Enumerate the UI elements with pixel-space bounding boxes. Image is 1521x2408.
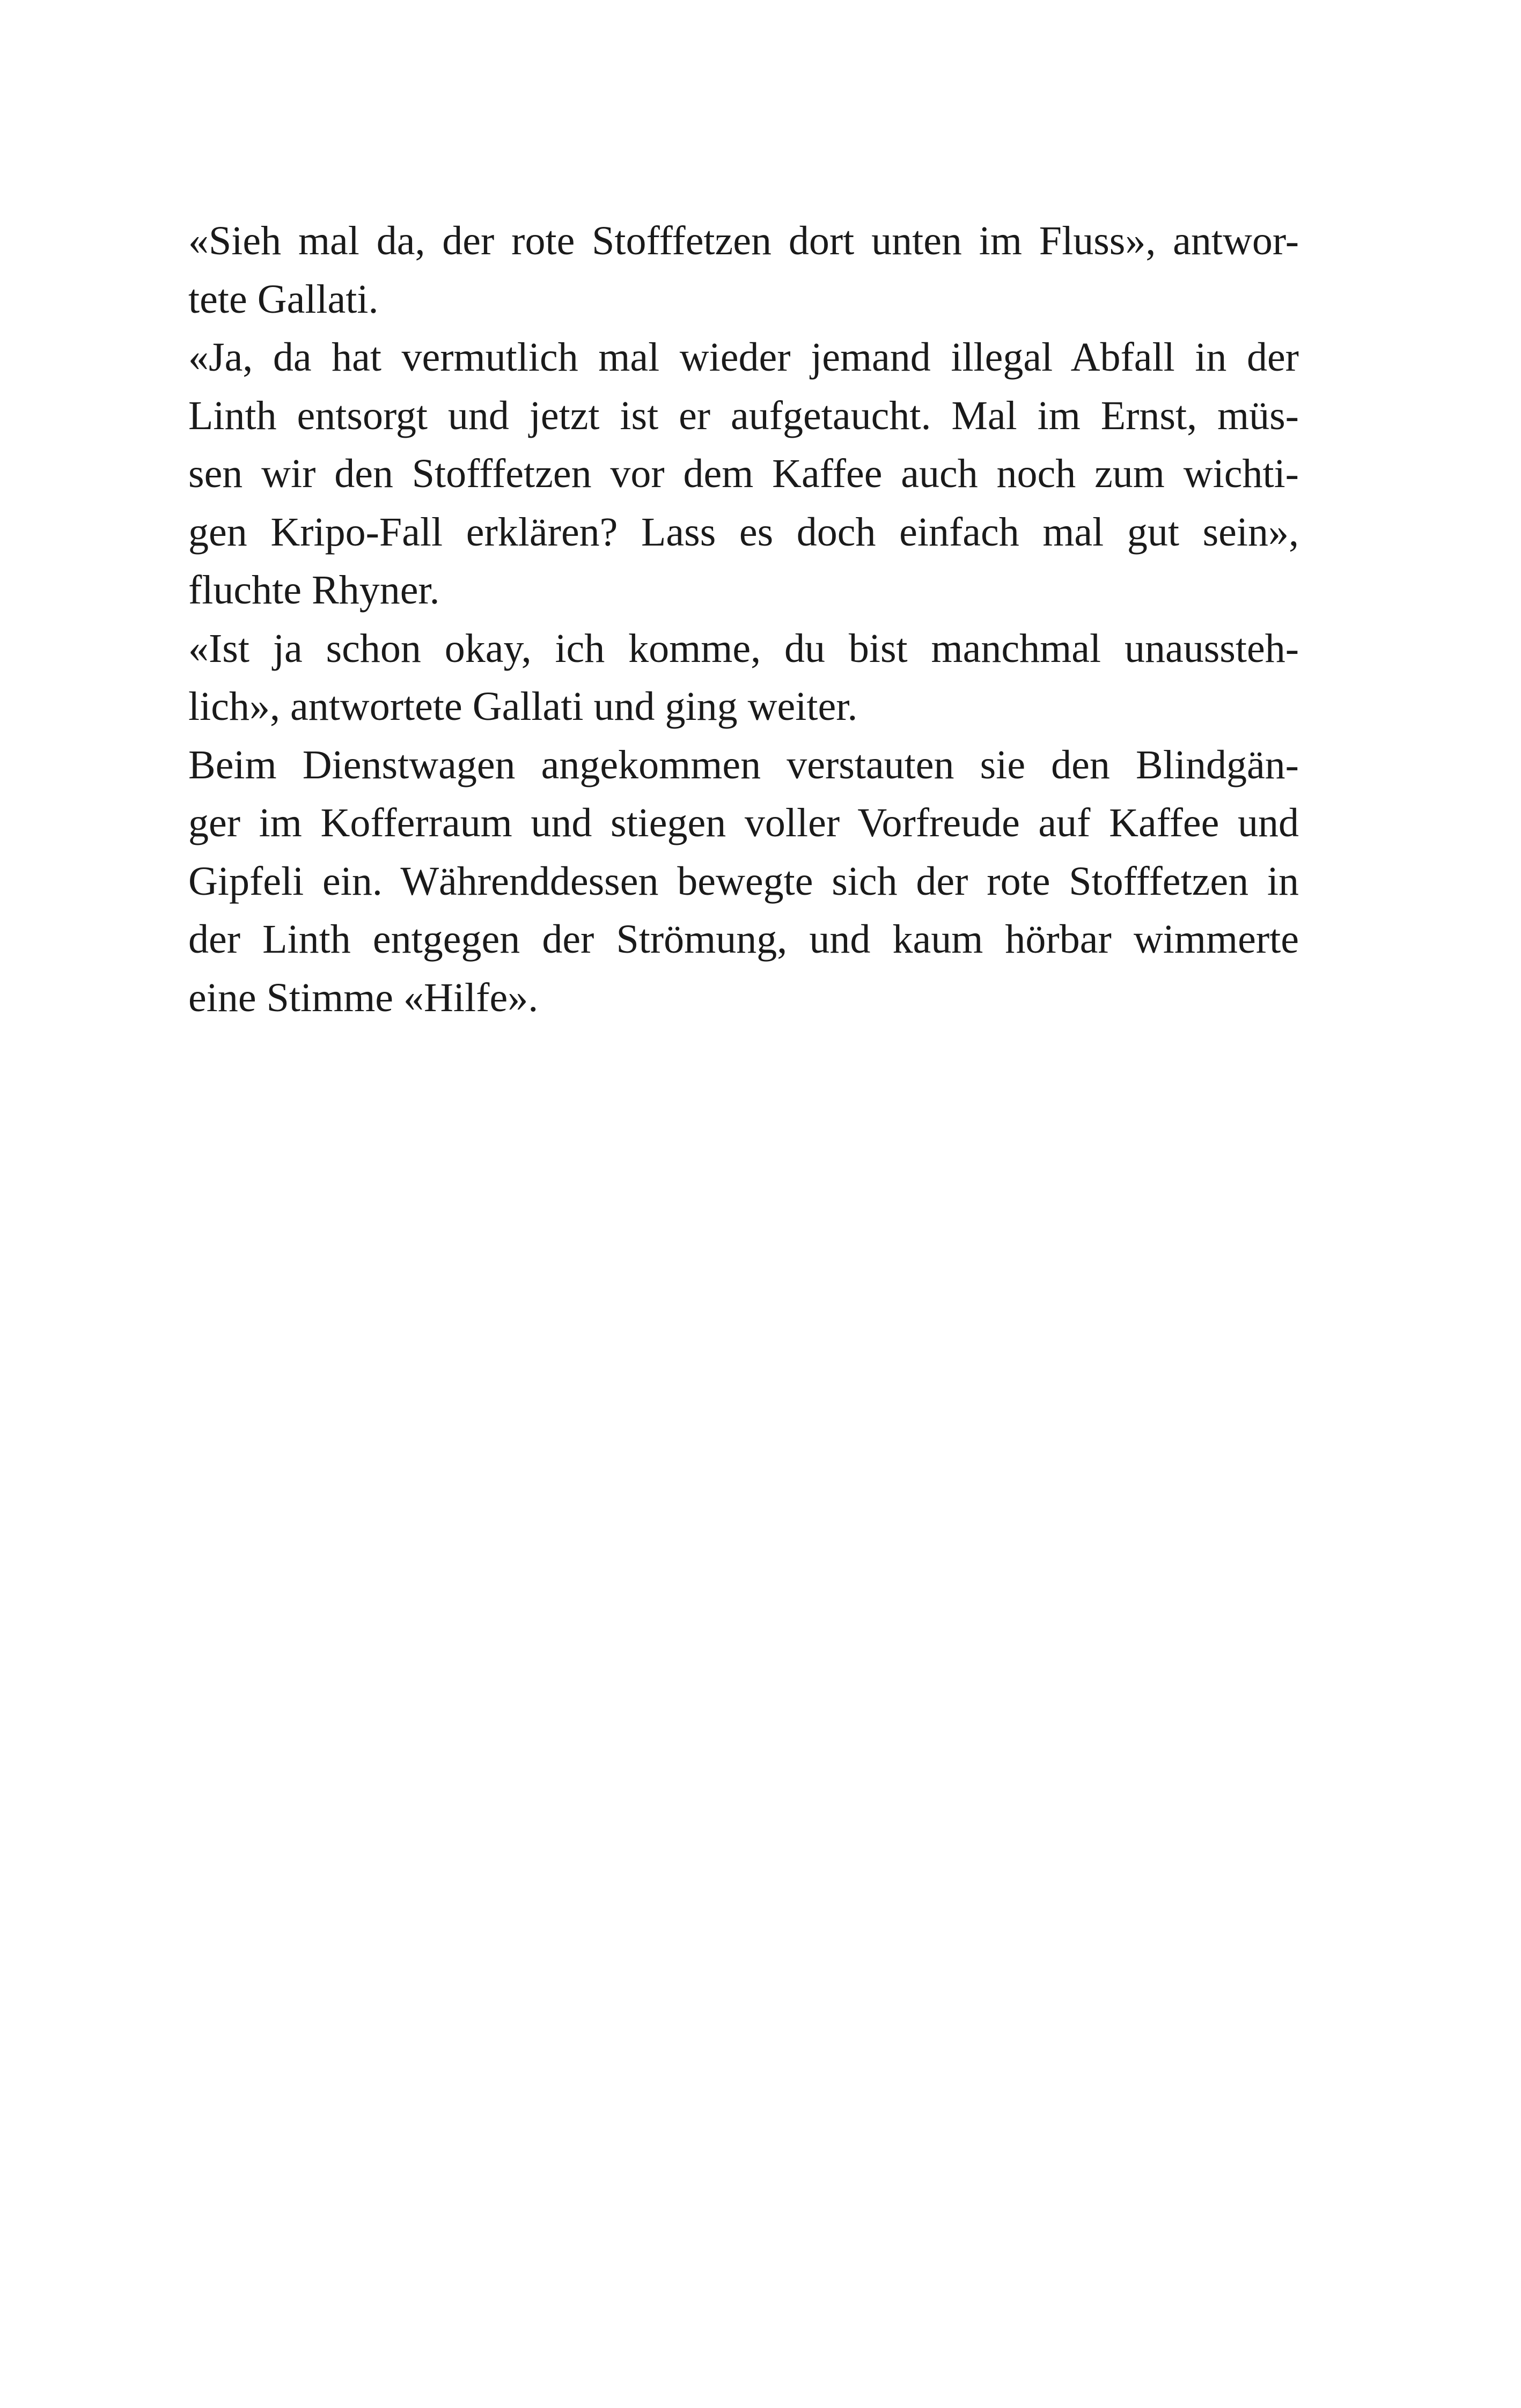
text-line: fluchte Rhyner. (188, 568, 440, 613)
text-line: «Sieh mal da, der rote Stofffetzen dort unten im Fluss», antwor- (188, 218, 1299, 263)
text-line: sen wir den Stofffetzen vor dem Kaffee auch noch zum wichti- (188, 451, 1299, 496)
text-line: «Ist ja schon okay, ich komme, du bist manchmal unaussteh- (188, 625, 1299, 671)
text-line: ger im Kofferraum und stiegen voller Vorfreude auf Kaffee und (188, 800, 1299, 845)
paragraph-4 (188, 736, 1299, 1027)
text-line: gen Kripo-Fall erklären? Lass es doch einfach mal gut sein», (188, 509, 1299, 555)
text-line: eine Stimme «Hilfe». (188, 975, 539, 1020)
body-text (188, 212, 1299, 1027)
paragraph-2 (188, 328, 1299, 620)
text-line: der Linth entgegen der Strömung, und kaum hörbar wimmerte (188, 917, 1299, 962)
text-line: Gipfeli ein. Währenddessen bewegte sich der rote Stofffetzen in (188, 858, 1299, 904)
paragraph-1 (188, 212, 1299, 328)
text-line: «Ja, da hat vermutlich mal wieder jemand illegal Abfall in der (188, 335, 1299, 380)
text-line: lich», antwortete Gallati und ging weiter. (188, 684, 858, 729)
text-line: Beim Dienstwagen angekommen verstauten sie den Blindgän- (188, 742, 1299, 787)
paragraph-3 (188, 620, 1299, 736)
text-line: tete Gallati. (188, 276, 379, 322)
text-line: Linth entsorgt und jetzt ist er aufgetaucht. Mal im Ernst, müs- (188, 393, 1299, 438)
